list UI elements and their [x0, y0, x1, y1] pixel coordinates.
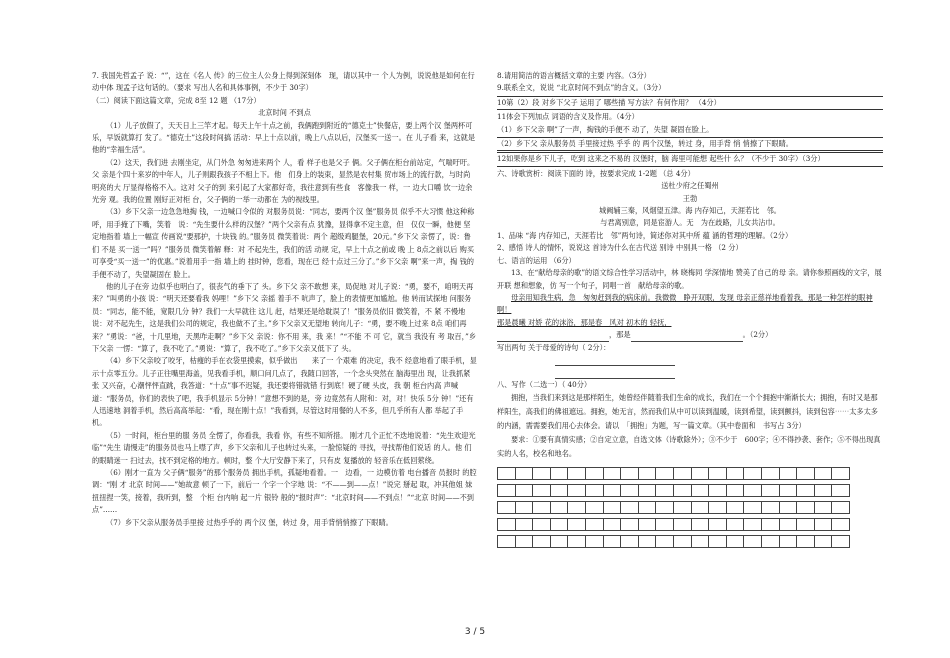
grid-cell[interactable]	[673, 536, 691, 548]
grid-cell[interactable]	[656, 485, 674, 497]
grid-cell[interactable]	[726, 485, 744, 497]
grid-cell[interactable]	[585, 536, 603, 548]
grid-cell[interactable]	[621, 536, 639, 548]
grid-cell[interactable]	[797, 519, 815, 531]
grid-cell[interactable]	[744, 502, 762, 514]
grid-cell[interactable]	[779, 468, 797, 480]
grid-cell[interactable]	[814, 502, 832, 514]
question-item: 10第（2）段 对乡下父子 运用了 哪些描 写方法？有何作用？ （4分）	[497, 96, 883, 110]
grid-cell[interactable]	[744, 519, 762, 531]
grid-cell[interactable]	[638, 502, 656, 514]
question-item: 8.请用简洁的语言概括文章的主要 内容。（3分）	[497, 71, 651, 80]
grid-cell[interactable]	[761, 536, 779, 548]
question-item: 9.联系全文，说说 “北京时间不到点”的含义。（3分）	[497, 83, 666, 93]
right-column	[497, 70, 883, 548]
grid-cell[interactable]	[744, 468, 762, 480]
grid-cell[interactable]	[550, 485, 568, 497]
grid-cell[interactable]	[761, 485, 779, 497]
grid-cell[interactable]	[533, 468, 551, 480]
grid-cell[interactable]	[761, 468, 779, 480]
grid-cell[interactable]	[498, 485, 516, 497]
grid-cell[interactable]	[744, 536, 762, 548]
composition-grid[interactable]	[497, 467, 850, 548]
fill-mid: ，那是	[609, 330, 631, 340]
grid-cell[interactable]	[621, 502, 639, 514]
grid-cell[interactable]	[691, 519, 709, 531]
grid-cell[interactable]	[603, 485, 621, 497]
grid-cell[interactable]	[603, 468, 621, 480]
grid-cell[interactable]	[656, 468, 674, 480]
grid-cell[interactable]	[515, 485, 533, 497]
grid-cell[interactable]	[797, 502, 815, 514]
grid-cell[interactable]	[673, 468, 691, 480]
grid-cell[interactable]	[533, 536, 551, 548]
grid-cell[interactable]	[691, 502, 709, 514]
grid-row	[498, 502, 850, 514]
left-column	[92, 70, 482, 529]
grid-cell[interactable]	[832, 485, 850, 497]
grid-cell[interactable]	[585, 502, 603, 514]
grid-cell[interactable]	[814, 468, 832, 480]
left-paragraph: （6）刚才一直为 父子俩“服务”的那个服务员 拥出手机，孤疑地看着。一 边看，一 边模仿着 电台播音 员报时 的腔调：“刚 才 北京 时间——”她故意 顿了一下，前后一 个字一个字地 说：“不——到——点！”说完 掰起 取，冲其他姐 妹 扭扭捏一笑，接着，我听到，整 个柜 台内响 起一片 银铃 般的“报时声”：“北京时间——不到点！”“北京 时间——不到点”……	[92, 468, 477, 515]
writing-header: 八、写作（二选一）（ 40分）	[497, 379, 592, 389]
answer-line-2[interactable]	[555, 366, 883, 378]
grid-cell[interactable]	[550, 468, 568, 480]
grid-row	[498, 485, 850, 497]
grid-cell[interactable]	[779, 519, 797, 531]
poem-write-question: 写出两句 关于母爱的诗句（ 2分）：	[497, 342, 611, 352]
grid-cell[interactable]	[638, 536, 656, 548]
grid-cell[interactable]	[603, 536, 621, 548]
grid-cell[interactable]	[761, 502, 779, 514]
grid-cell[interactable]	[691, 485, 709, 497]
grid-cell[interactable]	[726, 519, 744, 531]
grid-cell[interactable]	[709, 468, 727, 480]
grid-cell[interactable]	[515, 536, 533, 548]
fill-blank-2[interactable]	[631, 332, 743, 342]
grid-cell[interactable]	[515, 519, 533, 531]
grid-cell[interactable]	[550, 536, 568, 548]
left-paragraph: 7. 我国先哲孟子 说：“”，这在《名人 传》的三位主人公身上得到深刻体 现，请以其中一 个人为例，说说他是如何在行 动中体 现孟子这句话的。（要求 写出人名和具体事例，不少于 30字）	[92, 71, 482, 93]
left-paragraph: （4）乡下父亲咬了咬牙，枯瘦的手在衣袋里摸索，似乎做出 来了一 个艰难 的决定，我不 经意地看了眼手机，显示十点零五分。儿子正往嘴里海盖，见我看手机，顺口问几点了，我随口回答，一个念头突然在 脑海里出 现，让我抓紧 张 又兴奋，心潮怦怦直跳，我答道：“十点”事不迟疑，我还要将错就错 行到底！硬了硬 头皮，我 朝 柜台内高 声喊道：“服务员，你们的表快了吧，我手机显示 5分钟！”意想不到的是，旁 边竟然有人附和：对，对！快乐 5分 钟！”还有人迅速地 洞着手机，然后高高举起：“看，现在刚十点！”我看到，尽管这时用餐的人不多，但几乎所有人都 举起了手机。	[92, 356, 477, 428]
grid-row	[498, 536, 850, 548]
writing-prompt: 拥抱，当我们来到这是那样陌生，她曾经伴随着我们生命的成长，我们在一个个拥抱中渐渐长大；拥抱，有时又是那样阳生，高我们的佛祖遮远。拥抱，她无言，然而我们从中可以读到温暖，读到希望，读到颤抖，读到包容⋯⋯太多太多的内涵，需需要我们用心去体会。请以 「拥抱」为题，写一篇文章。（其中卷面和 书写占 3分）	[497, 393, 878, 431]
language-item: 七、语言的运用 （6分）	[497, 255, 576, 265]
grid-cell[interactable]	[498, 536, 516, 548]
language-item: 13、在“献给母亲的歌”的语文综合性学习活动中，林 晓梅同 学深情地 赞美了自己的母 亲。请你参照画线的文字，展 开联 想和想象，仿 写一个句子，同唱一首 献给母亲的歌。	[497, 268, 882, 290]
grid-cell[interactable]	[744, 485, 762, 497]
grid-cell[interactable]	[550, 519, 568, 531]
grid-cell[interactable]	[673, 502, 691, 514]
fill-in-line	[497, 329, 883, 341]
page-number: 3 / 5	[464, 627, 486, 637]
grid-cell[interactable]	[832, 468, 850, 480]
grid-cell[interactable]	[656, 502, 674, 514]
left-paragraph: 他的儿子在旁 边似乎也明白了，很丧气的垂下了 头。乡下父 亲不敢想 来，局促地 对儿子说：“勇，要不，咱明天再 来？”叫勇的小孩 说：“明天还要看我 妈哩！”乡下父 亲摇 着手不 吭声了，脸上的表情更加尴尬。他 转而试探地 问服务员：“同志，能不能，宽限几分 钟？我们一大早就往 这儿 赶，结果还是给耽误了！”服务员依旧 微笑着，不 紧 不慢地 说：对不起先生，这是我们公司的规定，我也做不了主。”乡下父亲又无望地 转向儿子：“勇，要不晚上过来 8点 咱们再 来？”勇说：“爸，十几里地，天黑咋走啊？”乡下父 亲说：你不用 来，我 来！”“不能 不 可 它，就当 我没有 考 取百，”乡下父亲 一愣：“算了，我不吃了。”勇说：“算了，我不吃了。”乡下父亲又低下了 头。	[92, 281, 477, 353]
grid-cell[interactable]	[550, 502, 568, 514]
left-paragraph: （3）乡下父亲一边急急地掏 钱，一边喊口令似的 对服务员说：“同志，要两个汉 堡”服务员 似乎不大习惯 他这种称 呼，用手掩了下嘴，笑着 说：“先生要什么样的汉堡？”两个父亲有点 犹豫，显得拿不定主意，但 仅仅一瞬，他便 坚定地指着 墙上一幅宣 传画说“要那护，十块钱 的。”服务员 微笑着说：两个 超级鸡腿堡，20元。”乡下父 亲愣了，说：鲁们 不是 买一送一”吗？”服务员 微笑着解 释：对 不起先生，我们的活 动规 定，早上十点之前或 晚 上 8点之前以后 购买 可享受“买一送一”的优惠。”说着用手一指 墙上的 挂时钟，您看，现在已 经十点过三分了。”乡下父亲 啊”来一声，掏 钱的手便不动了，失望凝固在 脸上。	[92, 207, 475, 279]
grid-cell[interactable]	[515, 468, 533, 480]
grid-cell[interactable]	[673, 485, 691, 497]
question-item: （2）乡下父 亲从服务员 手里接过热 乎乎 的 两个汉堡，转过 身，用手背 悄 悄擦了下眼睛。	[497, 137, 883, 151]
grid-cell[interactable]	[814, 536, 832, 548]
question-item: （1）乡下父亲 啊”了一声，掏钱的手便不 动了，失望 凝固在脸上。	[497, 124, 714, 134]
grid-cell[interactable]	[832, 502, 850, 514]
grid-cell[interactable]	[709, 519, 727, 531]
grid-cell[interactable]	[498, 502, 516, 514]
grid-cell[interactable]	[726, 502, 744, 514]
language-item: 那是晨曦 对娇 花的沫浴，那是春 风对 初木的 轻抚，	[497, 317, 672, 327]
grid-cell[interactable]	[621, 485, 639, 497]
grid-cell[interactable]	[621, 519, 639, 531]
grid-cell[interactable]	[673, 519, 691, 531]
grid-cell[interactable]	[709, 485, 727, 497]
poem-line: 与君离别意，同是宦游人。无 为在歧路，儿女共沾巾。	[600, 218, 780, 228]
poem-title: 送杜少府之任蜀州	[661, 181, 719, 191]
grid-cell[interactable]	[832, 519, 850, 531]
grid-cell[interactable]	[585, 519, 603, 531]
grid-cell[interactable]	[638, 468, 656, 480]
grid-cell[interactable]	[638, 519, 656, 531]
left-paragraph: （7）乡下父亲从服务员手里接 过热乎乎的 两个汉 堡，转过 身，用手背悄悄擦了下眼睛。	[106, 517, 393, 527]
poem-lines	[497, 205, 883, 230]
grid-cell[interactable]	[568, 502, 586, 514]
left-paragraph: 北京时间 不到点	[258, 108, 311, 118]
language-item: 母亲用知我生病，急 匆匆赶到我的病床前。我微微 睁开双眼，发现 母亲正慈祥地看着我，那是一种怎样的眼神 啊！	[497, 292, 873, 315]
grid-cell[interactable]	[585, 468, 603, 480]
question-item: 六、诗歌赏析：阅读下面的 诗，按要求完成 1-2题 （总 4分）	[497, 168, 695, 178]
answer-line-1[interactable]	[555, 354, 883, 366]
left-paragraph: （二）阅读下面这篇文章，完成 8至 12 题 （17分）	[92, 95, 261, 105]
questions-poem-language	[497, 230, 883, 329]
grid-cell[interactable]	[779, 536, 797, 548]
fill-blank-1[interactable]	[497, 332, 609, 342]
grid-cell[interactable]	[797, 536, 815, 548]
grid-cell[interactable]	[568, 536, 586, 548]
grid-cell[interactable]	[779, 485, 797, 497]
grid-cell[interactable]	[709, 502, 727, 514]
grid-cell[interactable]	[797, 485, 815, 497]
grid-cell[interactable]	[814, 519, 832, 531]
grid-cell[interactable]	[603, 519, 621, 531]
grid-cell[interactable]	[814, 485, 832, 497]
language-item: 2、感悟 诗人的情怀，说说这 首诗为什么在古代送 别诗 中别具一格 （2 分）	[497, 243, 743, 253]
grid-cell[interactable]	[656, 519, 674, 531]
question-item: 11体会下列加点 词语的含义及作用。（4分）	[497, 112, 639, 122]
grid-cell[interactable]	[638, 485, 656, 497]
left-paragraph: （1）儿子放假了，天天日上三竿才起。每天上午十点之前，我俩跑到附近的“德克士”快餐店，要上两个汉 堡两杯可乐，早饭就算打 发了。“德克士”这段时间搞 活动：早上十点以前，晚上八点以后，汉堡买一送一。在 儿子看 来，这就是他的“幸福生活”。	[92, 120, 476, 155]
grid-cell[interactable]	[726, 536, 744, 548]
grid-cell[interactable]	[568, 468, 586, 480]
left-paragraph: （5）一时间，柜台里的服 务员 全愣了，你看我，我看 你，有些不知所措。 刚才几个正忙不迭地说着：“先生欢迎光临”“先生 请慢走”的服务员也马上噤了声，乡下父亲和儿子也转过头来，一脸惊疑的 寻找，寻找帮他们说话 的人。他 们的眼睛迷一 扫过去，找不到定格的地方。顿时，整 个大厅安静下来了，只有皮 复播放的 轻音乐在低回萦绕。	[92, 430, 476, 465]
grid-cell[interactable]	[779, 502, 797, 514]
grid-cell[interactable]	[726, 468, 744, 480]
grid-cell[interactable]	[498, 519, 516, 531]
grid-cell[interactable]	[585, 485, 603, 497]
grid-row	[498, 468, 850, 480]
language-item: 1、品味 “海 内存知己，天涯若比 邻”两句诗，简述你对其中所 蕴 涵的哲理的理解。（2分）	[497, 230, 793, 240]
grid-cell[interactable]	[498, 468, 516, 480]
grid-cell[interactable]	[691, 536, 709, 548]
grid-cell[interactable]	[603, 502, 621, 514]
left-paragraph: （2）这天，我们进 去刚坐定，从门外急 匆匆进来两个 人，看 样子也是父子 俩。父子俩在柜台前站定，气喘吁吁。父 亲是个四十来岁的中年人，儿子则跟我孩子不相上下。他 们身上的装束，显然是农村集 贸市场上的流行款，与时尚 明亮的大 厅显得格格不入。这对 父子的到 来引起了大家都好奇，我往意到有些食 客像我一 样，一 边大口嚼 饮一边余光旁 观。我的位置 刚好正对柜 台，父子俩的一举一动都在 为的视线里。	[92, 157, 475, 205]
grid-cell[interactable]	[709, 536, 727, 548]
grid-cell[interactable]	[832, 536, 850, 548]
grid-cell[interactable]	[621, 468, 639, 480]
grid-cell[interactable]	[797, 468, 815, 480]
grid-cell[interactable]	[691, 468, 709, 480]
grid-cell[interactable]	[533, 519, 551, 531]
grid-cell[interactable]	[533, 502, 551, 514]
writing-requirements: 要求：①要有真情实感；②自定立意，自选文体（诗歌除外）；③不少于 600字；④不得抄袭、套作；⑤不得出现真实的人名，校名和地名。	[497, 435, 881, 459]
grid-cell[interactable]	[568, 485, 586, 497]
grid-cell[interactable]	[568, 519, 586, 531]
grid-cell[interactable]	[515, 502, 533, 514]
grid-cell[interactable]	[761, 519, 779, 531]
fill-end: 。（2分）	[742, 330, 773, 340]
questions-8-12	[497, 70, 883, 180]
poem-author: 王勃	[682, 193, 698, 203]
grid-row	[498, 519, 850, 531]
poem-line: 城阙辅三秦，风烟望五津。海 内存知己，天涯若比 邻。	[599, 206, 781, 216]
grid-cell[interactable]	[533, 485, 551, 497]
grid-cell[interactable]	[656, 536, 674, 548]
question-item: 12如果你是乡下儿子，吃到 这来之不易的 汉堡时，脑 海里可能想 起些什 么？（不少于 30字）（3分）	[497, 152, 883, 166]
